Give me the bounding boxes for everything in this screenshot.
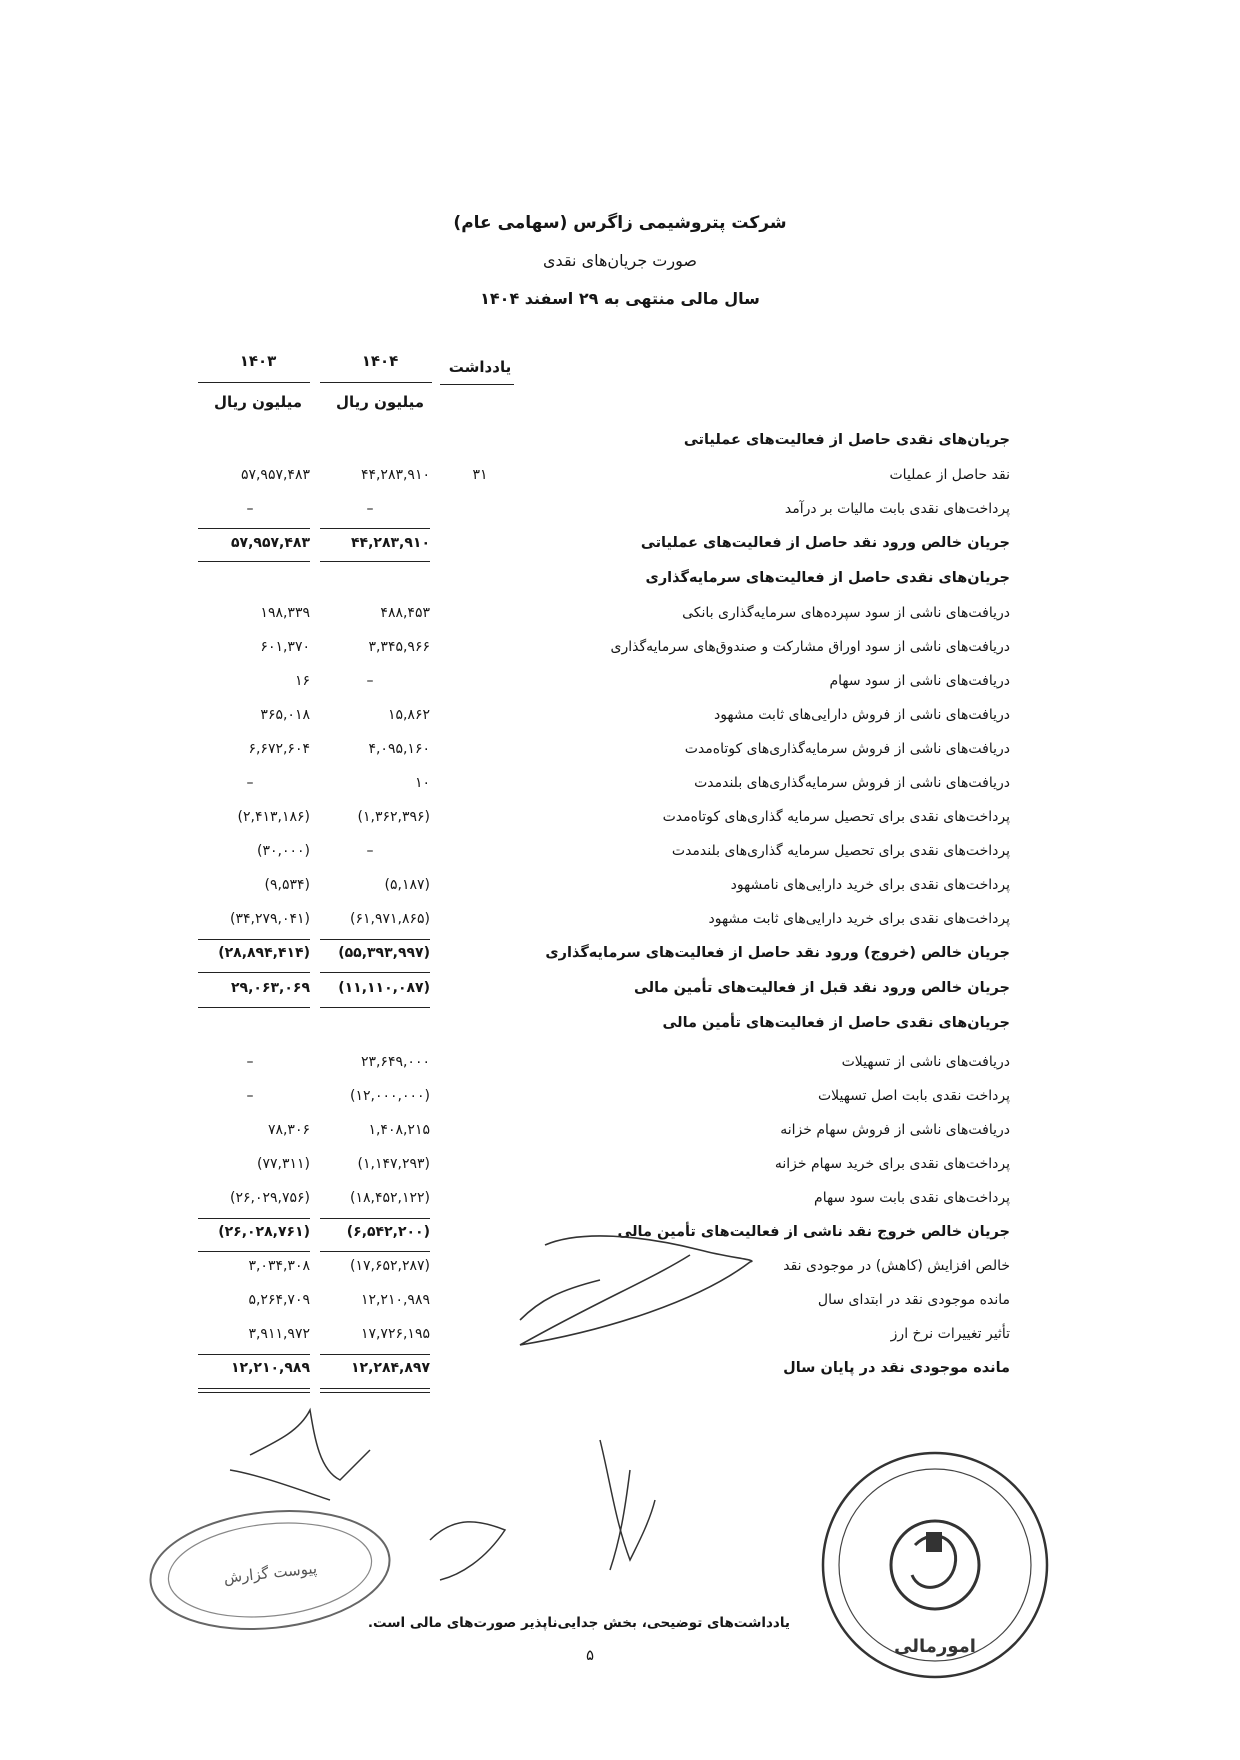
value-1404: ۱,۴۰۸,۲۱۵ — [368, 1122, 430, 1138]
row-label: دریافت‌های ناشی از فروش سرمایه‌گذاری‌های کوتاه‌مدت — [684, 741, 1010, 757]
value-1403: (۲۶,۰۲۸,۷۶۱) — [218, 1224, 310, 1240]
handwritten-signature — [430, 1440, 655, 1580]
value-1404: (۵۵,۳۹۳,۹۹۷) — [338, 945, 430, 961]
row-label: دریافت‌های ناشی از فروش دارایی‌های ثابت مشهود — [713, 707, 1010, 723]
value-1404: (۱۱,۱۱۰,۰۸۷) — [338, 980, 430, 996]
row-label: پرداخت‌های نقدی بابت مالیات بر درآمد — [784, 501, 1010, 517]
value-1403: ۵,۲۶۴,۷۰۹ — [248, 1292, 310, 1308]
value-1403: (۳۴,۲۷۹,۰۴۱) — [230, 911, 310, 927]
unit-current-header: میلیون ریال — [335, 393, 424, 411]
value-1404: – — [366, 501, 374, 517]
value-1403: (۹,۵۳۴) — [264, 877, 310, 893]
value-1403: – — [246, 775, 254, 791]
value-1404: ۱۰ — [414, 775, 430, 791]
value-1403: ۱۶ — [294, 673, 310, 689]
row-label: نقد حاصل از عملیات — [889, 467, 1010, 483]
value-1403: ۳,۹۱۱,۹۷۲ — [248, 1326, 310, 1342]
value-1404: – — [366, 843, 374, 859]
row-label: خالص افزایش (کاهش) در موجودی نقد — [783, 1258, 1010, 1274]
value-1403: – — [246, 1054, 254, 1070]
row-label: مانده موجودی نقد در پایان سال — [783, 1360, 1010, 1376]
handwritten-signature — [230, 1410, 370, 1500]
value-1403: ۶,۶۷۲,۶۰۴ — [248, 741, 310, 757]
year-current-header: ۱۴۰۴ — [361, 352, 399, 370]
row-label: دریافت‌های ناشی از تسهیلات — [841, 1054, 1010, 1070]
row-label: دریافت‌های ناشی از فروش سرمایه‌گذاری‌های بلندمدت — [694, 775, 1010, 791]
value-1403: (۳۰,۰۰۰) — [257, 843, 310, 859]
svg-text:پیوست گزارش: پیوست گزارش — [222, 1559, 318, 1587]
value-1403: ۷۸,۳۰۶ — [267, 1122, 310, 1138]
value-1404: ۱۲,۲۸۴,۸۹۷ — [351, 1360, 430, 1376]
note-column-header: یادداشت — [448, 358, 512, 376]
value-1403: (۲,۴۱۳,۱۸۶) — [237, 809, 310, 825]
value-1403: (۲۶,۰۲۹,۷۵۶) — [230, 1190, 310, 1206]
row-label: دریافت‌های ناشی از سود سپرده‌های سرمایه‌گذاری بانکی — [682, 605, 1010, 621]
row-label: دریافت‌های ناشی از فروش سهام خزانه — [780, 1122, 1010, 1138]
value-1404: (۱۸,۴۵۲,۱۲۲) — [350, 1190, 430, 1206]
period-title: سال مالی منتهی به ۲۹ اسفند ۱۴۰۴ — [480, 289, 760, 308]
handwritten-signature — [520, 1236, 752, 1345]
value-1403: (۲۸,۸۹۴,۴۱۴) — [218, 945, 310, 961]
company-seal — [823, 1453, 1047, 1677]
value-1404: (۱,۳۶۲,۳۹۶) — [357, 809, 430, 825]
value-1403: ۳,۰۳۴,۳۰۸ — [248, 1258, 310, 1274]
value-1404: ۴۴,۲۸۳,۹۱۰ — [360, 467, 430, 483]
row-label: جریان‌های نقدی حاصل از فعالیت‌های تأمین مالی — [662, 1015, 1010, 1031]
page-number: ۵ — [585, 1646, 595, 1664]
row-label: جریان خالص ورود نقد حاصل از فعالیت‌های عملیاتی — [640, 535, 1010, 551]
value-1404: (۶,۵۴۲,۲۰۰) — [346, 1224, 430, 1240]
value-1404: ۴۴,۲۸۳,۹۱۰ — [351, 535, 430, 551]
value-1404: ۱۲,۲۱۰,۹۸۹ — [360, 1292, 430, 1308]
value-1403: – — [246, 1088, 254, 1104]
value-1404: – — [366, 673, 374, 689]
value-1404: ۱۵,۸۶۲ — [387, 707, 430, 723]
row-label: جریان خالص خروج نقد ناشی از فعالیت‌های تأمین مالی — [617, 1224, 1010, 1240]
row-label: پرداخت‌های نقدی برای خرید دارایی‌های ثابت مشهود — [708, 911, 1010, 927]
row-label: پرداخت‌های نقدی برای خرید دارایی‌های نامشهود — [730, 877, 1010, 893]
statement-title: صورت جریان‌های نقدی — [543, 251, 697, 270]
svg-text:امورمالی: امورمالی — [894, 1636, 976, 1657]
row-label: مانده موجودی نقد در ابتدای سال — [817, 1292, 1010, 1308]
row-label: تأثیر تغییرات نرخ ارز — [890, 1326, 1010, 1342]
value-1404: ۲۳,۶۴۹,۰۰۰ — [360, 1054, 430, 1070]
row-label: دریافت‌های ناشی از سود اوراق مشارکت و صندوق‌های سرمایه‌گذاری — [610, 639, 1010, 655]
value-1404: (۵,۱۸۷) — [384, 877, 430, 893]
row-label: پرداخت نقدی بابت اصل تسهیلات — [817, 1088, 1010, 1104]
value-1404: ۳,۳۴۵,۹۶۶ — [368, 639, 430, 655]
value-1404: ۱۷,۷۲۶,۱۹۵ — [360, 1326, 430, 1342]
row-label: پرداخت‌های نقدی برای خرید سهام خزانه — [774, 1156, 1010, 1172]
row-label: جریان‌های نقدی حاصل از فعالیت‌های عملیاتی — [683, 432, 1010, 448]
value-1404: (۱۲,۰۰۰,۰۰۰) — [350, 1088, 430, 1104]
value-1404: (۶۱,۹۷۱,۸۶۵) — [350, 911, 430, 927]
row-label: جریان خالص (خروج) ورود نقد حاصل از فعالیت‌های سرمایه‌گذاری — [545, 945, 1010, 961]
row-label: پرداخت‌های نقدی بابت سود سهام — [814, 1190, 1010, 1206]
value-1404: (۱,۱۴۷,۲۹۳) — [357, 1156, 430, 1172]
value-1403: ۱۹۸,۳۳۹ — [260, 605, 310, 621]
value-1403: ۵۷,۹۵۷,۴۸۳ — [240, 467, 310, 483]
value-1404: (۱۷,۶۵۲,۲۸۷) — [350, 1258, 430, 1274]
row-label: پرداخت‌های نقدی برای تحصیل سرمایه گذاری‌های کوتاه‌مدت — [662, 809, 1010, 825]
row-label: دریافت‌های ناشی از سود سهام — [829, 673, 1010, 689]
value-1403: (۷۷,۳۱۱) — [257, 1156, 310, 1172]
value-1403: ۶۰۱,۳۷۰ — [260, 639, 310, 655]
year-prior-header: ۱۴۰۳ — [239, 352, 277, 370]
value-1404: ۴,۰۹۵,۱۶۰ — [368, 741, 430, 757]
value-1403: ۲۹,۰۶۳,۰۶۹ — [231, 980, 310, 996]
value-1403: ۱۲,۲۱۰,۹۸۹ — [231, 1360, 310, 1376]
value-1404: ۴۸۸,۴۵۳ — [380, 605, 430, 621]
row-label: پرداخت‌های نقدی برای تحصیل سرمایه گذاری‌های بلندمدت — [671, 843, 1010, 859]
row-note: ۳۱ — [472, 467, 488, 483]
unit-prior-header: میلیون ریال — [213, 393, 302, 411]
value-1403: – — [246, 501, 254, 517]
row-label: جریان‌های نقدی حاصل از فعالیت‌های سرمایه‌گذاری — [645, 570, 1010, 586]
value-1403: ۵۷,۹۵۷,۴۸۳ — [231, 535, 310, 551]
value-1403: ۳۶۵,۰۱۸ — [260, 707, 310, 723]
company-title: شرکت پتروشیمی زاگرس (سهامی عام) — [453, 213, 787, 233]
footer-note: یادداشت‌های توضیحی، بخش جدایی‌ناپذیر صورت‌های مالی است. — [367, 1615, 790, 1631]
row-label: جریان خالص ورود نقد قبل از فعالیت‌های تأمین مالی — [634, 980, 1010, 996]
